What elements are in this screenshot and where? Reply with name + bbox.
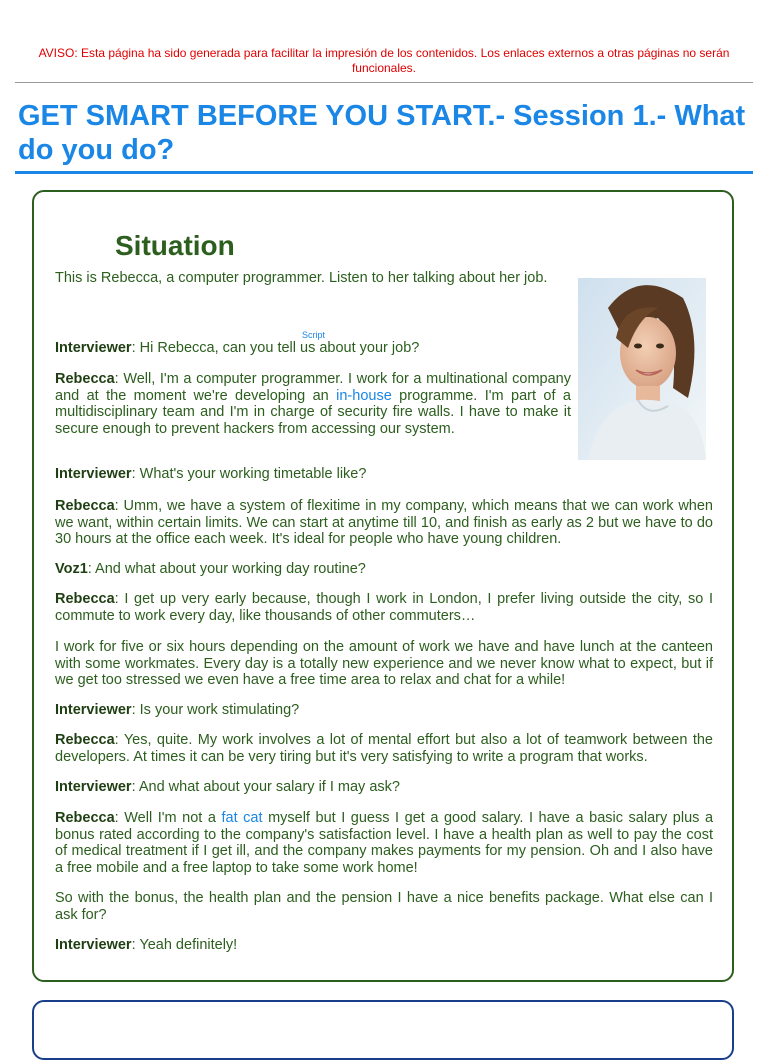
dialogue-line <box>55 340 571 357</box>
dialogue-paragraph: I work for five or six hours depending on the amount of work we have and have lunch at the canteen with some workmates. Every day is a totally new experience and we never know what to expect, but if we get too stressed we even have a free time area to relax and chat for a while! <box>55 639 713 688</box>
script-link[interactable]: Script <box>302 330 326 340</box>
speaker: Rebecca <box>55 591 115 607</box>
print-notice: AVISO: Esta página ha sido generada para facilitar la impresión de los contenidos. Los enlaces externos a otras páginas no serán funcionales. <box>38 46 730 75</box>
dialogue-line <box>55 732 713 765</box>
line-text: : What's your working timetable like? <box>131 466 367 482</box>
next-content-box <box>32 1000 734 1060</box>
line-text: : Well, I'm a computer programmer. I work for a multinational company and at the moment we're developing an <box>55 371 571 404</box>
dialogue-line <box>55 466 713 483</box>
title-underline <box>15 171 753 174</box>
line-text: : Yeah definitely! <box>131 937 238 953</box>
line-text: programme. I'm part of a multidisciplinary team and I'm in charge of security fire walls. I have to make it secure enough to prevent hackers from accessing our system. <box>55 387 571 437</box>
speaker: Interviewer <box>55 779 132 795</box>
dialogue-line <box>55 937 713 954</box>
line-text: : And what about your salary if I may ask? <box>131 779 400 795</box>
section-heading: Situation <box>115 230 235 261</box>
line-text: : Umm, we have a system of flexitime in my company, which means that we can work when we want, within certain limits. We can start at anytime till 10, and finish as early as 2 but we have to do 30 hours at the office each week. It's ideal for people who have young children. <box>55 498 713 547</box>
dialogue-line <box>55 371 571 437</box>
dialogue-line <box>55 702 713 719</box>
dialogue-paragraph: So with the bonus, the health plan and the pension I have a nice benefits package. What else can I ask for? <box>55 890 713 923</box>
dialogue-line <box>55 810 713 876</box>
line-text: : I get up very early because, though I work in London, I prefer living outside the city, so I commute to work every day, like thousands of other commuters… <box>55 591 713 624</box>
line-text: : Well I'm not a <box>114 810 222 826</box>
line-text: myself but I guess I get a good salary. I have a basic salary plus a bonus rated according to the company's satisfaction level. I have a health plan as well to pay the cost of medical treatment if I get ill, and the company makes payments for my pension. Oh and I also have a free mobile and a free laptop to take some work home! <box>55 810 714 876</box>
page-title: GET SMART BEFORE YOU START.- Session 1.- What do you do? <box>18 100 746 166</box>
dialogue-line <box>55 591 713 624</box>
speaker: Interviewer <box>55 937 132 953</box>
divider <box>15 82 753 83</box>
speaker: Interviewer <box>55 466 132 482</box>
line-text: : Is your work stimulating? <box>131 702 300 718</box>
speaker: Interviewer <box>55 340 132 356</box>
in-house-link[interactable]: in-house <box>336 387 392 404</box>
speaker: Rebecca <box>55 371 115 387</box>
line-text: : Yes, quite. My work involves a lot of mental effort but also a lot of teamwork between the developers. At times it can be very tiring but it's very satisfying to write a program that works. <box>55 732 713 765</box>
speaker: Voz1 <box>55 561 88 577</box>
dialogue-line <box>55 498 713 548</box>
speaker: Rebecca <box>55 732 115 748</box>
speaker: Interviewer <box>55 702 132 718</box>
dialogue-line <box>55 779 713 796</box>
fat-cat-link[interactable]: fat cat <box>221 810 263 826</box>
speaker: Rebecca <box>55 810 115 826</box>
intro-text: This is Rebecca, a computer programmer. Listen to her talking about her job. <box>55 270 548 286</box>
line-text: : And what about your working day routine? <box>87 561 366 577</box>
rebecca-photo <box>578 278 706 460</box>
speaker: Rebecca <box>55 498 115 514</box>
line-text: : Hi Rebecca, can you tell us about your job? <box>131 340 420 356</box>
dialogue-line <box>55 561 713 578</box>
